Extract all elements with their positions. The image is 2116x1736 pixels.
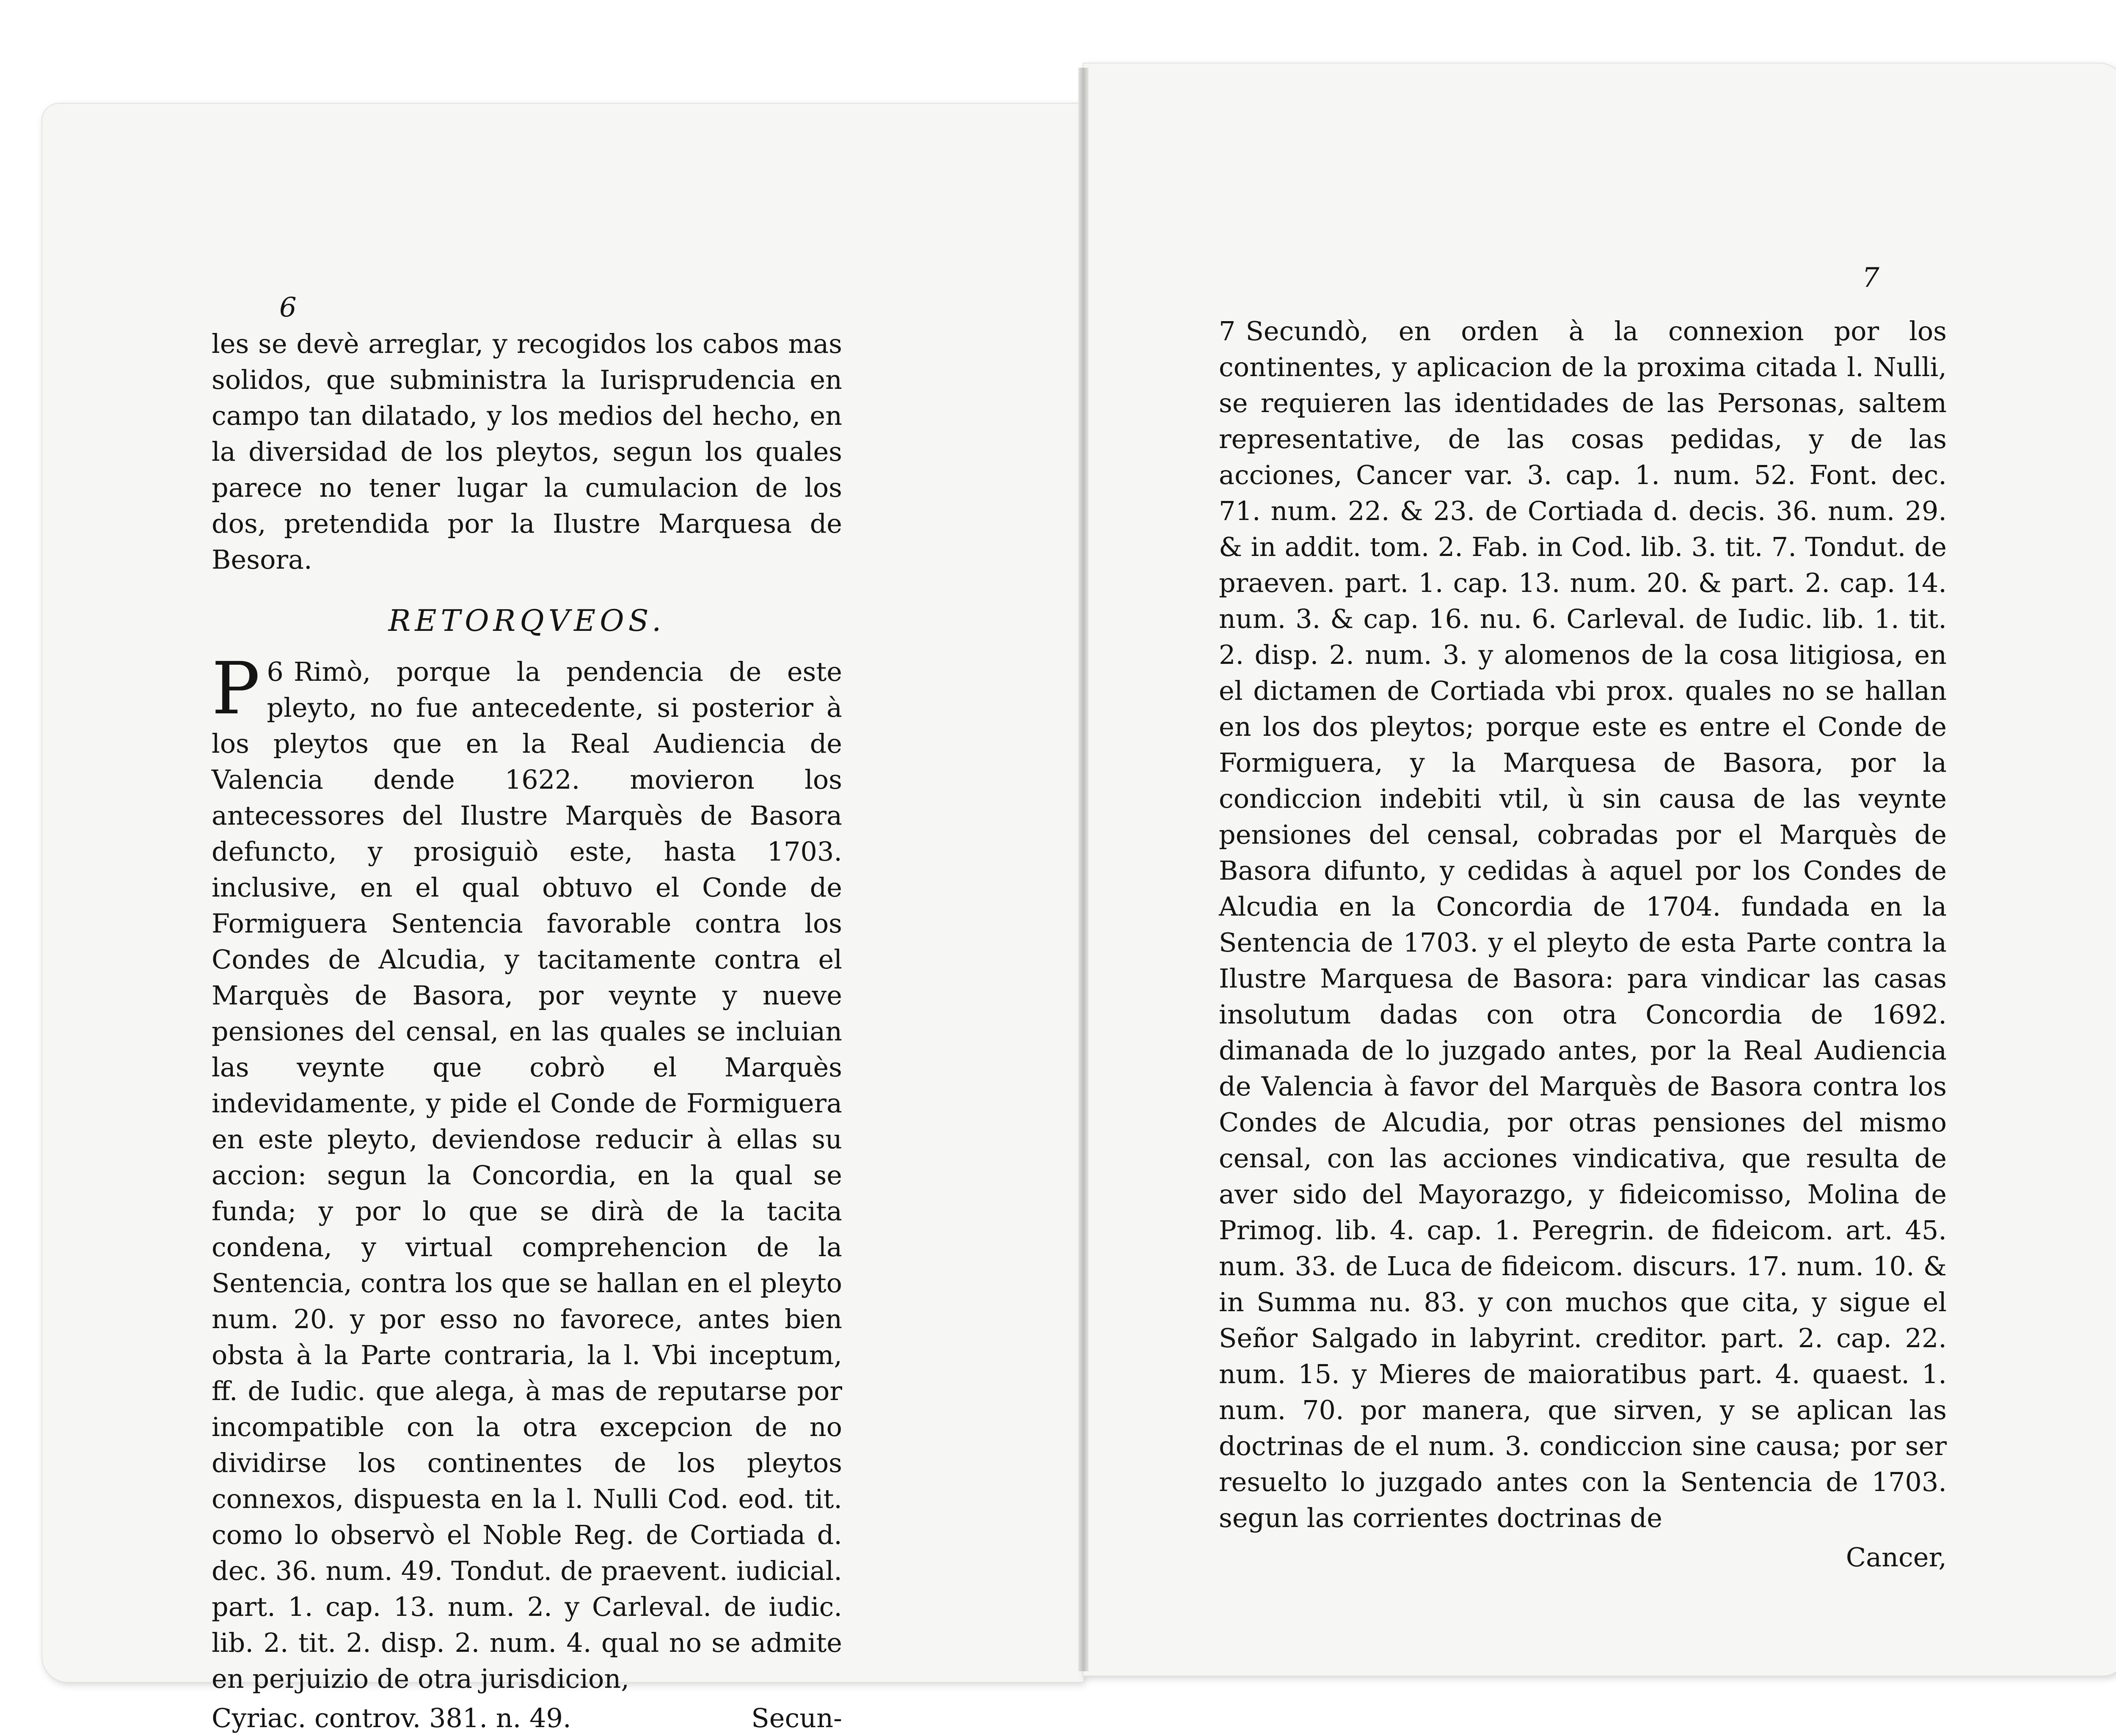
left-catchword: Secun- (751, 1703, 842, 1733)
right-page-number: 7 (1862, 262, 1879, 294)
drop-cap: P (212, 647, 260, 731)
book-gutter (1078, 68, 1088, 1671)
left-text-column (212, 288, 842, 1736)
left-footer-line (212, 1700, 842, 1736)
left-final-citation: Cyriac. controv. 381. n. 49. (212, 1703, 571, 1733)
left-body-paragraph (212, 647, 842, 1697)
left-paragraph-number: 6 (267, 656, 284, 687)
left-page-number: 6 (279, 292, 297, 323)
section-heading: RETORQVEOS. (388, 603, 666, 638)
left-body-text: Rimò, porque la pendencia de este pleyto, no fue antecedente, si posterior à los pleytos que en la Real Audiencia de Valencia dende 1622. movieron los antecessores del Ilustre Marquès de Basora defuncto, y prosiguiò este, hasta 1703. inclusive, en el qual obtuvo el Conde de Formiguera Sentencia favorable contra los Condes de Alcudia, y tacitamente contra el Marquès de Basora, por veynte y nueve pensiones del censal, en las quales se incluian las veynte que cobrò el Marquès indevidamente, y pide el Conde de Formiguera en este pleyto, deviendose reducir à ellas su accion: segun la Concordia, en la qual se funda; y por lo que se dirà de la tacita condena, y virtual comprehencion de la Sentencia, contra los que se hallan en el pleyto num. 20. y por esso no favorece, antes bien obsta à la Parte contraria, la l. Vbi inceptum, ff. de Iudic. que alega, à mas de reputarse por incompatible con la otra excepcion de no dividirse los continentes de los pleytos connexos, dispuesta en la l. Nulli Cod. eod. tit. como lo observò el Noble Reg. de Cortiada d. dec. 36. num. 49. Tondut. de praevent. iudicial. part. 1. cap. 13. num. 2. y Carleval. de iudic. lib. 2. tit. 2. disp. 2. num. 4. qual no se admite en perjuizio de otra jurisdicion, (212, 656, 842, 1694)
right-body-paragraph (1219, 313, 1947, 1536)
left-intro-paragraph: les se devè arreglar, y recogidos los cabos mas solidos, que subministra la Iurisprudencia en campo tan dilatado, y los medios del hecho, en la diversidad de los pleytos, segun los quales parece no tener lugar la cumulacion de los dos, pretendida por la Ilustre Marquesa de Besora. (212, 328, 842, 575)
right-catchword: Cancer, (1846, 1542, 1947, 1573)
right-text-column (1219, 275, 1947, 1575)
right-paragraph-number: 7 (1219, 316, 1236, 347)
right-body-text: Secundò, en orden à la connexion por los continentes, y aplicacion de la proxima citada l. Nulli, se requieren las identidades de las Personas, saltem representative, de las cosas pedidas, y de las acciones, Cancer var. 3. cap. 1. num. 52. Font. dec. 71. num. 22. & 23. de Cortiada d. decis. 36. num. 29. & in addit. tom. 2. Fab. in Cod. lib. 3. tit. 7. Tondut. de praeven. part. 1. cap. 13. num. 20. & part. 2. cap. 14. num. 3. & cap. 16. nu. 6. Carleval. de Iudic. lib. 1. tit. 2. disp. 2. num. 3. y alomenos de la cosa litigiosa, en el dictamen de Cortiada vbi prox. quales no se hallan en los dos pleytos; porque este es entre el Conde de Formiguera, y la Marquesa de Basora, por la condiccion indebiti vtil, ù sin causa de las veynte pensiones del censal, cobradas por el Marquès de Basora difunto, y cedidas à aquel por los Condes de Alcudia en la Concordia de 1704. fundada en la Sentencia de 1703. y el pleyto de esta Parte contra la Ilustre Marquesa de Basora: para vindicar las casas insolutum dadas con otra Concordia de 1692. dimanada de lo juzgado antes, por la Real Audiencia de Valencia à favor del Marquès de Basora contra los Condes de Alcudia, por otras pensiones del mismo censal, con las acciones vindicativa, que resulta de aver sido del Mayorazgo, y fideicomisso, Molina de Primog. lib. 4. cap. 1. Peregrin. de fideicom. art. 45. num. 33. de Luca de fideicom. discurs. 17. num. 10. & in Summa nu. 83. y con muchos que cita, y sigue el Señor Salgado in labyrint. creditor. part. 2. cap. 22. num. 15. y Mieres de maioratibus part. 4. quaest. 1. num. 70. por manera, que sirven, y se aplican las doctrinas de el num. 3. condiccion sine causa; por ser resuelto lo juzgado antes con la Sentencia de 1703. segun las corrientes doctrinas de (1219, 316, 1947, 1533)
